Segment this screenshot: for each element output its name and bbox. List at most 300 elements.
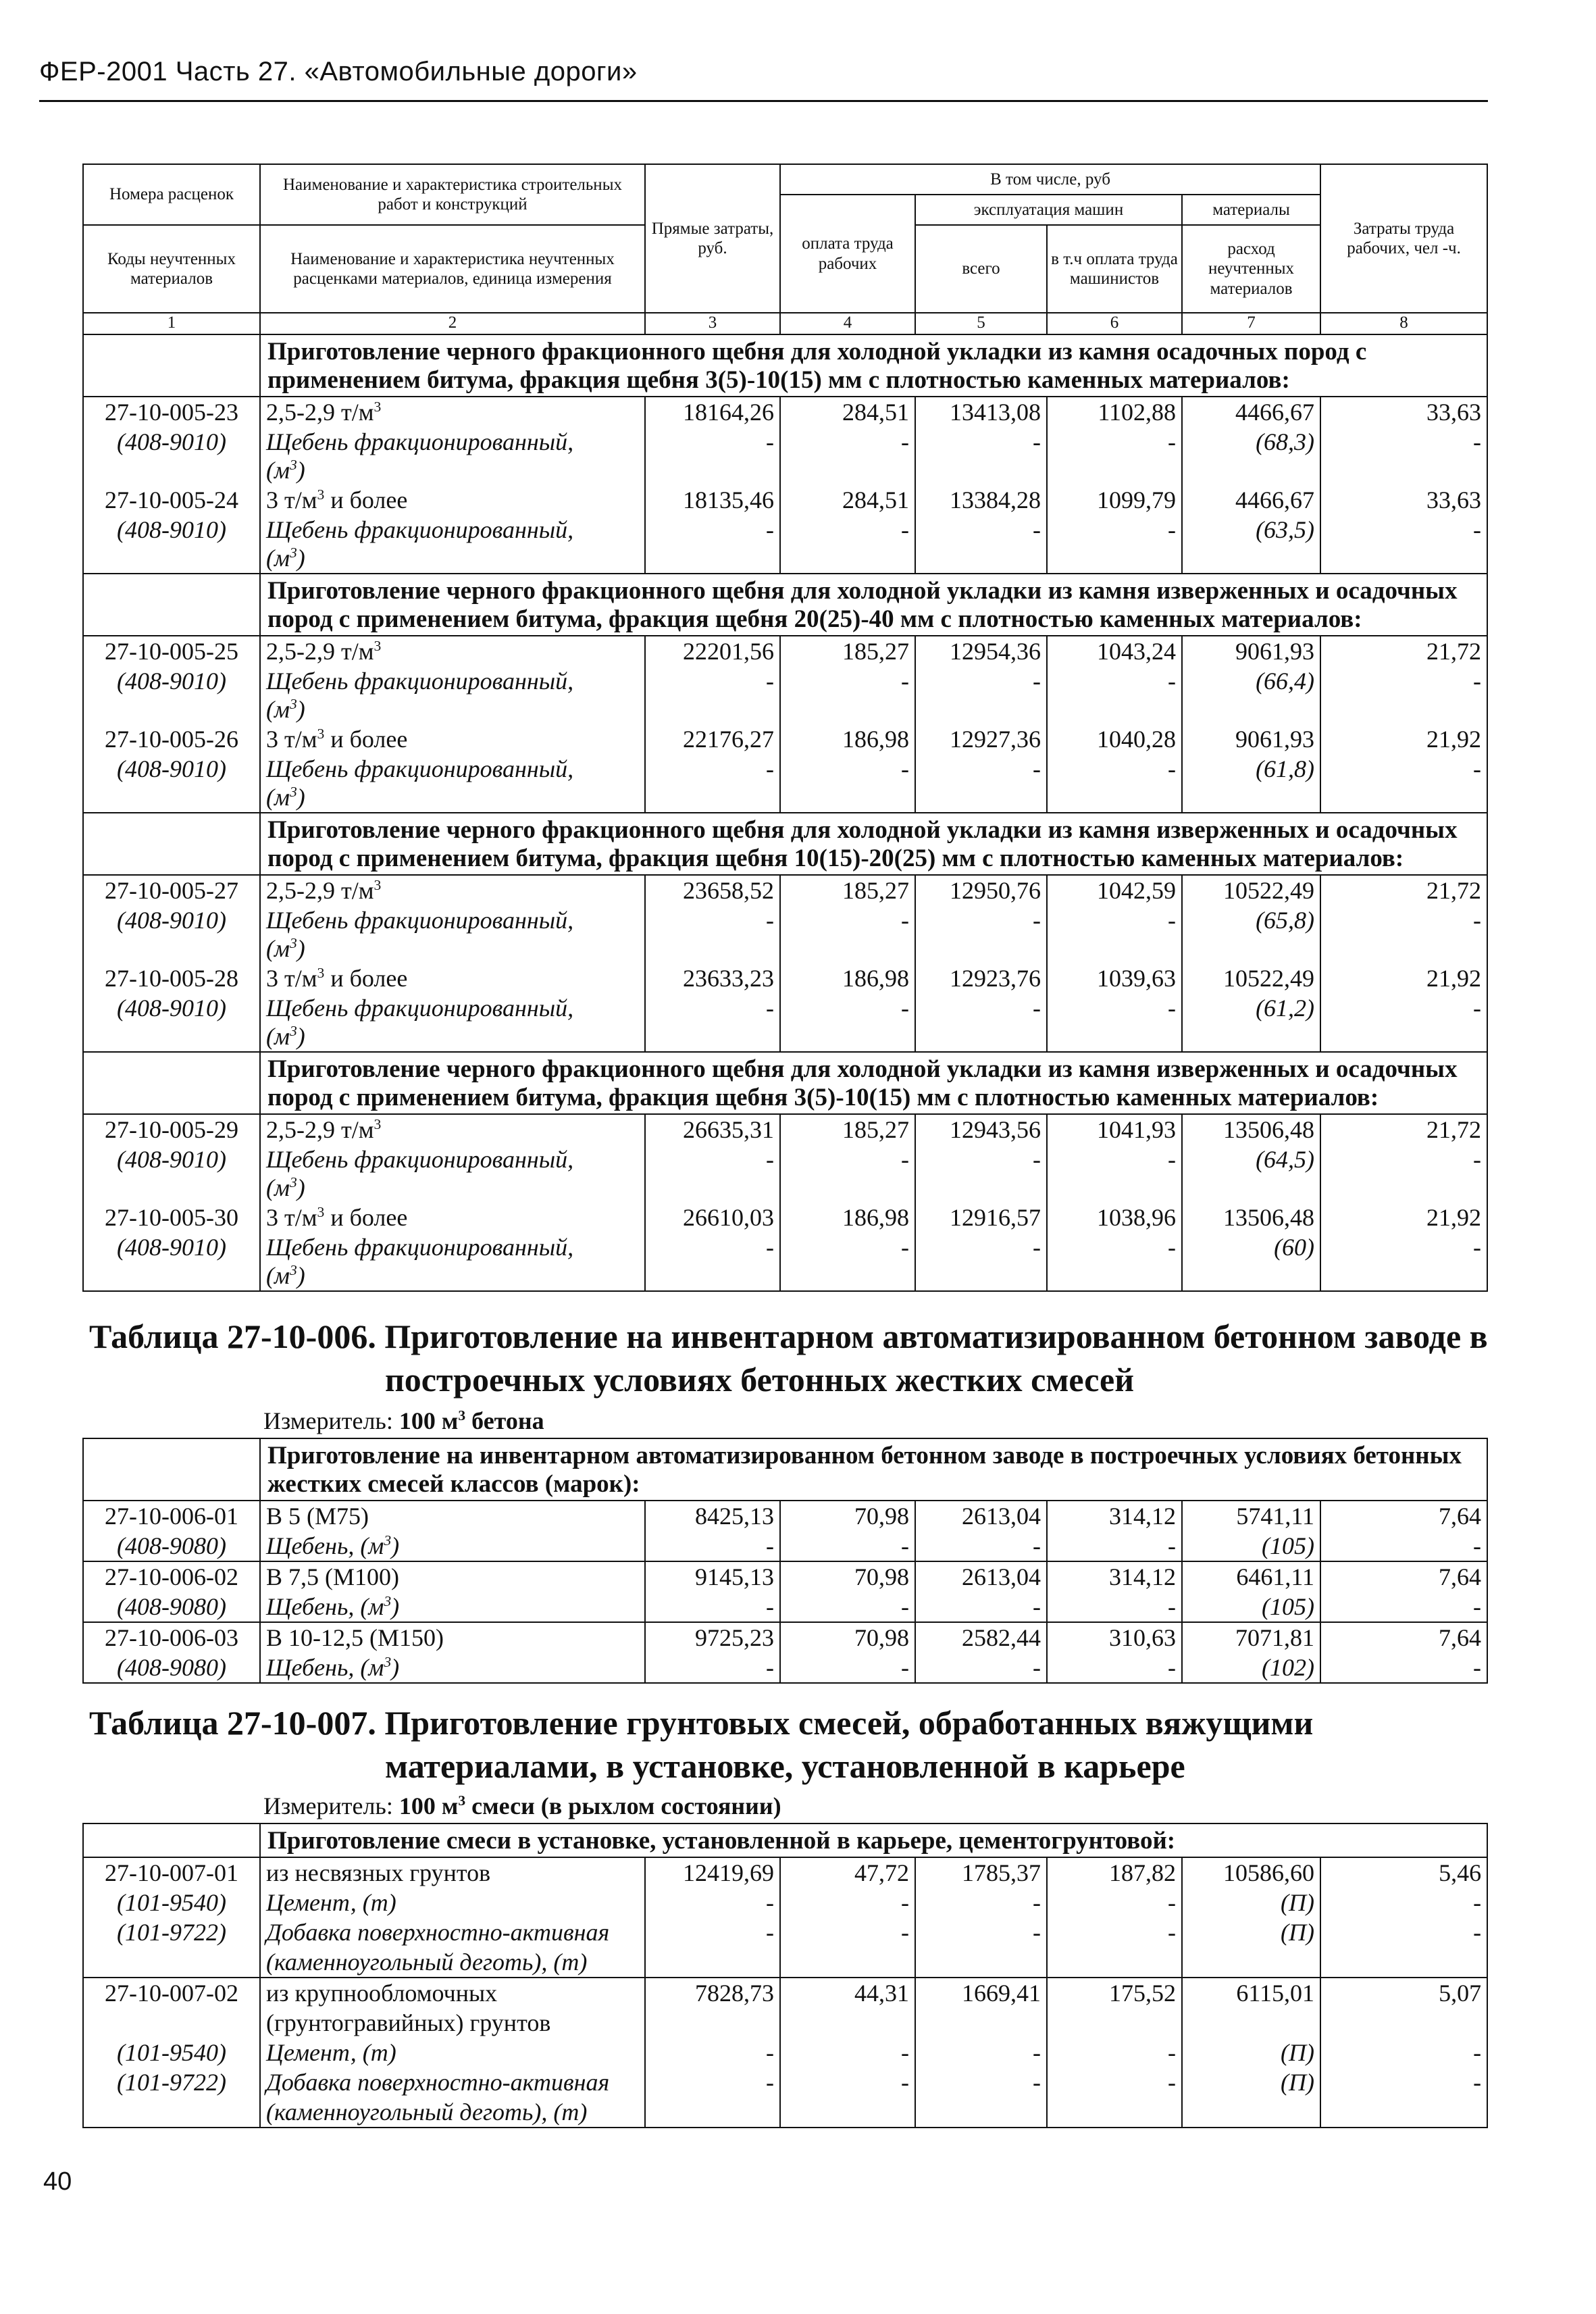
material-qty: (П) (1182, 2067, 1320, 2097)
material-unit (260, 1262, 645, 1291)
rate-code: 27-10-005-30 (83, 1203, 260, 1232)
section-blank (83, 813, 260, 875)
rate-code: 27-10-005-27 (83, 875, 260, 905)
rate-row (83, 485, 1487, 515)
rate-code: 27-10-006-03 (83, 1622, 260, 1653)
dash-mach_labor: - (1047, 754, 1182, 784)
dash-hours: - (1320, 1145, 1487, 1174)
meter-value: 100 м (398, 1407, 459, 1434)
page-header: ФЕР-2001 Часть 27. «Автомобильные дороги» (39, 57, 638, 86)
table-006-title-line2: построечных условиях бетонных жестких смесей (385, 1361, 1135, 1399)
rate-code: 27-10-005-28 (83, 963, 260, 993)
material-qty: (66,4) (1182, 666, 1320, 696)
dash-mach: - (915, 1531, 1047, 1561)
section-title: Приготовление черного фракционного щебня для холодной укладки из камня изверженных и осадочных пород с применением битума, фракция щебня 20(25)-40 мм с плотностью каменных материалов: (260, 574, 1487, 636)
unit-close: ) (391, 1593, 400, 1620)
dash-hours: - (1320, 515, 1487, 545)
unit-close: ) (297, 696, 305, 723)
material-row (83, 1888, 1487, 1917)
unit-text: (м (266, 784, 290, 811)
unit-text: (м (266, 1262, 290, 1289)
rate-name (260, 485, 645, 515)
section-header-row (83, 1052, 1487, 1114)
material-name: Добавка поверхностно-активная (260, 2067, 645, 2097)
header-worker-pay: оплата труда рабочих (780, 195, 915, 313)
blank (645, 457, 780, 485)
unit-sup: 3 (289, 784, 297, 800)
rate-name-text: 2,5-2,9 т/м (266, 638, 374, 665)
material-row (83, 2067, 1487, 2097)
material-row (83, 905, 1487, 935)
material-qty: (63,5) (1182, 515, 1320, 545)
dash-mach: - (915, 1653, 1047, 1683)
blank (1182, 1262, 1320, 1291)
material-name (260, 1592, 645, 1622)
material-qty: (П) (1182, 1888, 1320, 1917)
value-direct: 23633,23 (645, 963, 780, 993)
material-name: Щебень фракционированный, (260, 666, 645, 696)
value-labor: 70,98 (780, 1622, 915, 1653)
dash-labor: - (780, 1145, 915, 1174)
section-blank (83, 334, 260, 397)
blank (780, 545, 915, 574)
value-mat: 10522,49 (1182, 875, 1320, 905)
table-006-title-line1: Таблица 27-10-006. Приготовление на инвентарном автоматизированном бетонном заводе в (89, 1317, 1488, 1355)
unit-sup: 3 (289, 696, 297, 712)
dash-mach_labor: - (1047, 427, 1182, 457)
material-code: (408-9010) (83, 427, 260, 457)
header-material-usage: расход неучтенных материалов (1182, 225, 1320, 313)
blank (1182, 1947, 1320, 1978)
blank (1320, 696, 1487, 724)
value-hours: 21,92 (1320, 963, 1487, 993)
blank (1047, 1023, 1182, 1052)
table-006-meter (263, 1407, 544, 1435)
blank (645, 1174, 780, 1203)
value-mach_labor: 175,52 (1047, 1978, 1182, 2008)
blank (645, 935, 780, 963)
section-blank (83, 1438, 260, 1501)
dash-labor: - (780, 427, 915, 457)
value-mat: 4466,67 (1182, 485, 1320, 515)
dash-mach_labor: - (1047, 993, 1182, 1023)
dash-mach: - (915, 2067, 1047, 2097)
blank (1182, 2097, 1320, 2128)
value-hours: 21,72 (1320, 636, 1487, 666)
blank (1320, 1174, 1487, 1203)
dash-direct: - (645, 1592, 780, 1622)
rate-code: 27-10-005-26 (83, 724, 260, 754)
material-name: Щебень фракционированный, (260, 993, 645, 1023)
material-unit-row (83, 1262, 1487, 1291)
column-number: 8 (1320, 313, 1487, 334)
blank (1047, 1947, 1182, 1978)
blank (645, 1947, 780, 1978)
value-mach: 12943,56 (915, 1114, 1047, 1145)
unit-text: (м (266, 545, 290, 572)
blank (915, 1262, 1047, 1291)
dash-direct: - (645, 515, 780, 545)
dash-mach_labor: - (1047, 1592, 1182, 1622)
dash-mach: - (915, 1145, 1047, 1174)
rate-row (83, 1561, 1487, 1592)
dash-mach: - (915, 2038, 1047, 2067)
table-006-title (89, 1315, 1508, 1401)
dash-labor: - (780, 754, 915, 784)
column-number: 5 (915, 313, 1047, 334)
value-hours: 33,63 (1320, 485, 1487, 515)
table-007-title-line1: Таблица 27-10-007. Приготовление грунтовых смесей, обработанных вяжущими (89, 1704, 1314, 1742)
rate-name: из несвязных грунтов (260, 1857, 645, 1888)
material-name-text: Щебень, (м (266, 1654, 384, 1681)
rate-row (83, 1114, 1487, 1145)
rate-row (83, 875, 1487, 905)
value-direct: 18164,26 (645, 397, 780, 427)
value-labor: 185,27 (780, 636, 915, 666)
meter-sup: 3 (458, 1792, 466, 1809)
blank (83, 2008, 260, 2038)
blank (83, 2097, 260, 2128)
blank (1320, 457, 1487, 485)
section-title: Приготовление смеси в установке, установленной в карьере, цементогрунтовой: (260, 1823, 1487, 1857)
material-qty: (61,2) (1182, 993, 1320, 1023)
blank (915, 784, 1047, 813)
value-hours: 7,64 (1320, 1561, 1487, 1592)
value-labor: 70,98 (780, 1561, 915, 1592)
rates-table-27-10-006 (82, 1438, 1488, 1684)
dash-mach_labor: - (1047, 2067, 1182, 2097)
dash-mach_labor: - (1047, 1531, 1182, 1561)
dash-direct: - (645, 666, 780, 696)
blank (915, 1947, 1047, 1978)
value-labor: 186,98 (780, 1203, 915, 1232)
rate-name-tail: и более (324, 726, 408, 753)
dash-labor: - (780, 1917, 915, 1947)
rate-name (260, 397, 645, 427)
dash-direct: - (645, 1888, 780, 1917)
dash-labor: - (780, 1653, 915, 1683)
unit-text: (м (266, 1023, 290, 1050)
column-number: 4 (780, 313, 915, 334)
blank (1182, 545, 1320, 574)
blank (780, 457, 915, 485)
section-blank (83, 1823, 260, 1857)
material-qty: (64,5) (1182, 1145, 1320, 1174)
material-qty: (68,3) (1182, 427, 1320, 457)
value-mach: 1669,41 (915, 1978, 1047, 2008)
rate-name-text: 2,5-2,9 т/м (266, 1116, 374, 1143)
material-name: Добавка поверхностно-активная (260, 1917, 645, 1947)
rate-name-text: 2,5-2,9 т/м (266, 399, 374, 426)
header-rule (39, 100, 1488, 102)
material-qty: (105) (1182, 1531, 1320, 1561)
material-name-line2: (каменноугольный деготь), (т) (260, 2097, 645, 2128)
rate-name (260, 636, 645, 666)
value-mat: 5741,11 (1182, 1501, 1320, 1531)
material-code: (101-9540) (83, 1888, 260, 1917)
section-title: Приготовление черного фракционного щебня для холодной укладки из камня изверженных и осадочных пород с применением битума, фракция щебня 10(15)-20(25) мм с плотностью каменных материалов: (260, 813, 1487, 875)
dash-hours: - (1320, 2038, 1487, 2067)
meter-label: Измеритель: (263, 1407, 399, 1434)
dash-mach_labor: - (1047, 1145, 1182, 1174)
value-mat: 9061,93 (1182, 724, 1320, 754)
header-machines-total: всего (915, 225, 1047, 313)
value-mach: 12954,36 (915, 636, 1047, 666)
material-unit-row (83, 545, 1487, 574)
blank (915, 2008, 1047, 2038)
material-row (83, 1145, 1487, 1174)
value-labor: 44,31 (780, 1978, 915, 2008)
material-row (83, 1531, 1487, 1561)
dash-mach: - (915, 754, 1047, 784)
dash-direct: - (645, 754, 780, 784)
rate-code: 27-10-006-02 (83, 1561, 260, 1592)
blank (1320, 1262, 1487, 1291)
material-name: Щебень фракционированный, (260, 754, 645, 784)
value-hours: 21,92 (1320, 724, 1487, 754)
material-unit (260, 545, 645, 574)
unit-close: ) (391, 1654, 400, 1681)
dash-direct: - (645, 993, 780, 1023)
material-code: (408-9080) (83, 1531, 260, 1561)
blank (1182, 2008, 1320, 2038)
dash-hours: - (1320, 427, 1487, 457)
unit-close: ) (297, 1262, 305, 1289)
material-row (83, 1232, 1487, 1262)
unit-sup: 3 (374, 877, 382, 893)
rate-name-tail: и более (324, 1204, 408, 1231)
blank (1047, 2097, 1182, 2128)
material-code: (101-9540) (83, 2038, 260, 2067)
rate-name (260, 724, 645, 754)
value-mach: 2613,04 (915, 1501, 1047, 1531)
value-hours: 33,63 (1320, 397, 1487, 427)
material-name: Щебень фракционированный, (260, 905, 645, 935)
column-number: 3 (645, 313, 780, 334)
blank (1047, 784, 1182, 813)
section-title: Приготовление черного фракционного щебня для холодной укладки из камня изверженных и осадочных пород с применением битума, фракция щебня 3(5)-10(15) мм с плотностью каменных материалов: (260, 1052, 1487, 1114)
meter-tail: смеси (в рыхлом состоянии) (465, 1792, 781, 1819)
material-code: (408-9080) (83, 1653, 260, 1683)
value-hours: 21,72 (1320, 1114, 1487, 1145)
dash-mach_labor: - (1047, 1653, 1182, 1683)
rate-name-text: 2,5-2,9 т/м (266, 877, 374, 904)
blank (83, 696, 260, 724)
dash-mach_labor: - (1047, 905, 1182, 935)
rate-name-continuation-row (83, 2008, 1487, 2038)
dash-direct: - (645, 1653, 780, 1683)
blank (1047, 2008, 1182, 2038)
value-direct: 7828,73 (645, 1978, 780, 2008)
blank (1320, 2097, 1487, 2128)
material-code: (408-9010) (83, 754, 260, 784)
rate-code: 27-10-007-01 (83, 1857, 260, 1888)
unit-close: ) (297, 1174, 305, 1201)
value-mat: 6115,01 (1182, 1978, 1320, 2008)
dash-hours: - (1320, 2067, 1487, 2097)
rate-name-text: 3 т/м (266, 486, 317, 513)
value-hours: 7,64 (1320, 1622, 1487, 1653)
blank (1047, 935, 1182, 963)
value-mach_labor: 1038,96 (1047, 1203, 1182, 1232)
value-labor: 284,51 (780, 485, 915, 515)
value-hours: 21,72 (1320, 875, 1487, 905)
blank (83, 1262, 260, 1291)
material-name: Щебень фракционированный, (260, 427, 645, 457)
dash-direct: - (645, 427, 780, 457)
header-rate-numbers: Номера расценок (83, 164, 260, 225)
value-mach_labor: 187,82 (1047, 1857, 1182, 1888)
dash-direct: - (645, 2067, 780, 2097)
material-unit-row (83, 696, 1487, 724)
dash-mach: - (915, 1232, 1047, 1262)
unit-sup: 3 (374, 638, 382, 654)
material-unit-row (83, 935, 1487, 963)
material-code: (101-9722) (83, 2067, 260, 2097)
rate-row (83, 636, 1487, 666)
unit-sup: 3 (317, 1204, 325, 1220)
rate-name-text: 3 т/м (266, 1204, 317, 1231)
dash-direct: - (645, 905, 780, 935)
unit-close: ) (297, 1023, 305, 1050)
dash-labor: - (780, 666, 915, 696)
unit-close: ) (391, 1532, 400, 1559)
blank (780, 2008, 915, 2038)
rate-code: 27-10-005-29 (83, 1114, 260, 1145)
rate-row (83, 724, 1487, 754)
column-numbers-row (83, 313, 1487, 334)
material-name-text: Щебень, (м (266, 1593, 384, 1620)
dash-hours: - (1320, 1531, 1487, 1561)
value-mat: 13506,48 (1182, 1114, 1320, 1145)
dash-mach: - (915, 515, 1047, 545)
blank (915, 935, 1047, 963)
dash-mach_labor: - (1047, 2038, 1182, 2067)
rate-name: В 5 (М75) (260, 1501, 645, 1531)
blank (83, 784, 260, 813)
rate-row (83, 963, 1487, 993)
material-name: Щебень фракционированный, (260, 1145, 645, 1174)
blank (1320, 784, 1487, 813)
material-code: (101-9722) (83, 1917, 260, 1947)
unit-text: (м (266, 1174, 290, 1201)
unit-sup: 3 (289, 545, 297, 561)
value-mach: 12923,76 (915, 963, 1047, 993)
blank (780, 2097, 915, 2128)
value-direct: 26610,03 (645, 1203, 780, 1232)
blank (915, 1174, 1047, 1203)
blank (83, 545, 260, 574)
unit-sup: 3 (384, 1593, 392, 1609)
value-direct: 8425,13 (645, 1501, 780, 1531)
rates-table-27-10-005 (82, 164, 1488, 1292)
dash-hours: - (1320, 1232, 1487, 1262)
value-labor: 70,98 (780, 1501, 915, 1531)
rate-name-text: 3 т/м (266, 965, 317, 992)
header-materials: материалы (1182, 195, 1320, 225)
unit-close: ) (297, 545, 305, 572)
dash-mach: - (915, 427, 1047, 457)
material-qty: (102) (1182, 1653, 1320, 1683)
value-mach: 2582,44 (915, 1622, 1047, 1653)
unit-close: ) (297, 935, 305, 962)
unit-sup: 3 (289, 1262, 297, 1278)
rate-row (83, 1203, 1487, 1232)
material-unit (260, 935, 645, 963)
unit-text: (м (266, 935, 290, 962)
material-row (83, 427, 1487, 457)
section-header-row (83, 813, 1487, 875)
rates-table-27-10-007 (82, 1823, 1488, 2128)
value-direct: 9145,13 (645, 1561, 780, 1592)
blank (915, 2097, 1047, 2128)
blank (645, 1262, 780, 1291)
unit-sup: 3 (317, 726, 325, 742)
rate-code: 27-10-005-23 (83, 397, 260, 427)
blank (780, 1947, 915, 1978)
dash-mach: - (915, 905, 1047, 935)
rate-name: В 10-12,5 (М150) (260, 1622, 645, 1653)
material-qty: (60) (1182, 1232, 1320, 1262)
value-mach_labor: 314,12 (1047, 1501, 1182, 1531)
value-hours: 21,92 (1320, 1203, 1487, 1232)
material-row (83, 1917, 1487, 1947)
material-row (83, 1592, 1487, 1622)
value-hours: 5,46 (1320, 1857, 1487, 1888)
value-mat: 13506,48 (1182, 1203, 1320, 1232)
value-labor: 186,98 (780, 963, 915, 993)
value-direct: 9725,23 (645, 1622, 780, 1653)
value-hours: 7,64 (1320, 1501, 1487, 1531)
blank (645, 1023, 780, 1052)
header-direct-costs: Прямые затраты, руб. (645, 164, 780, 313)
section-header-row (83, 1438, 1487, 1501)
dash-direct: - (645, 1917, 780, 1947)
material-name: Цемент, (т) (260, 1888, 645, 1917)
blank (1320, 2008, 1487, 2038)
unit-text: (м (266, 457, 290, 484)
dash-labor: - (780, 2067, 915, 2097)
material-row (83, 2038, 1487, 2067)
header-material-codes: Коды неучтенных материалов (83, 225, 260, 313)
blank (1182, 1174, 1320, 1203)
unit-sup: 3 (374, 1116, 382, 1132)
unit-sup: 3 (317, 486, 325, 503)
blank (83, 457, 260, 485)
material-name (260, 1653, 645, 1683)
blank (780, 784, 915, 813)
rate-row (83, 397, 1487, 427)
section-header-row (83, 334, 1487, 397)
blank (645, 2008, 780, 2038)
section-title: Приготовление на инвентарном автоматизированном бетонном заводе в построечных условиях бетонных жестких смесей классов (марок): (260, 1438, 1487, 1501)
material-code: (408-9010) (83, 905, 260, 935)
blank (780, 1023, 915, 1052)
blank (780, 696, 915, 724)
dash-hours: - (1320, 905, 1487, 935)
table-007-title (89, 1701, 1508, 1788)
blank (915, 457, 1047, 485)
header-including-group: В том числе, руб (780, 164, 1320, 195)
blank (1182, 1023, 1320, 1052)
material-code: (408-9010) (83, 666, 260, 696)
value-mat: 10586,60 (1182, 1857, 1320, 1888)
blank (1047, 545, 1182, 574)
material-name: Щебень фракционированный, (260, 1232, 645, 1262)
dash-mach_labor: - (1047, 1232, 1182, 1262)
rate-name: В 7,5 (М100) (260, 1561, 645, 1592)
dash-labor: - (780, 1592, 915, 1622)
